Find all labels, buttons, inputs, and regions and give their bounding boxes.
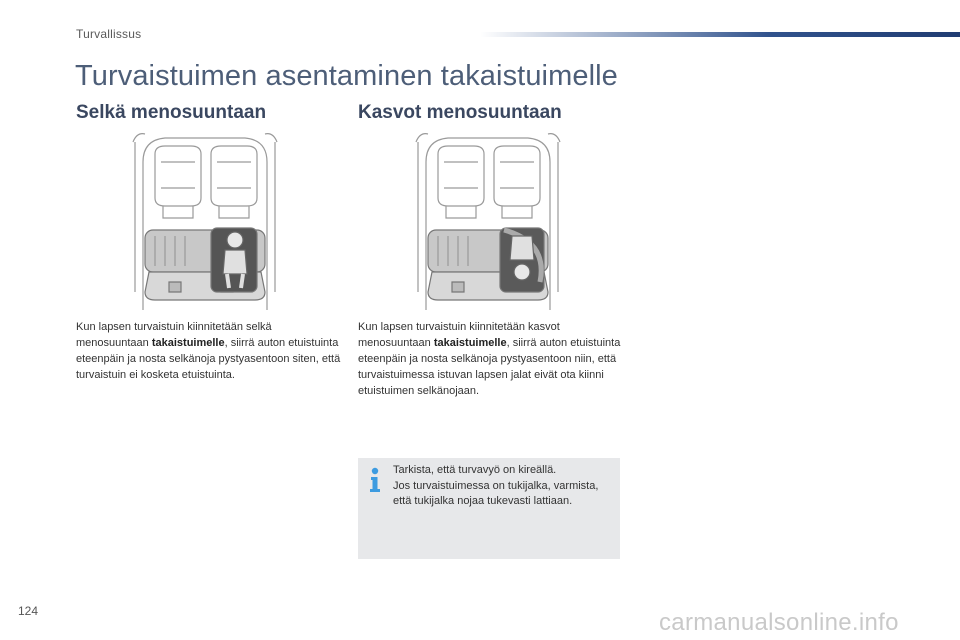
info-box [358,458,620,559]
watermark: carmanualsonline.info [659,609,899,636]
section-label: Turvallissus [76,27,142,41]
rear-facing-text-bold: takaistuimelle [151,337,225,349]
info-text [393,463,615,510]
forward-facing-text-bold: takaistuimelle [433,337,507,349]
heading-forward-facing: Kasvot menosuuntaan [358,102,562,123]
info-line-1: Tarkista, että turvavyö on kireällä. [393,464,557,476]
rear-facing-instructions [76,319,341,383]
forward-facing-seat-illustration [408,132,568,312]
rear-facing-seat-illustration [125,132,285,312]
forward-facing-instructions [358,319,623,399]
forward-facing-text-end: , siirrä auton etuistuinta eteenpäin ja nosta selkänoja pystyasentoon niin, että turvaistuimessa istuvan lapsen jalat eivät ota kiinni etuistuimen selkänojaan. [358,337,621,397]
heading-rear-facing: Selkä menosuuntaan [76,102,267,123]
forward-facing-text-start: Kun lapsen turvaistuin kiinnitetään kasvot menosuuntaan [358,321,560,349]
page-number: 124 [18,604,39,618]
header-bar [480,32,960,37]
rear-facing-text-start: Kun lapsen turvaistuin kiinnitetään selkä menosuuntaan [76,321,272,349]
page-title: Turvaistuimen asentaminen takaistuimelle [75,60,618,92]
info-icon [368,466,382,494]
info-line-2: Jos turvaistuimessa on tukijalka, varmista, että tukijalka nojaa tukevasti lattiaan. [393,479,599,507]
rear-facing-text-end: , siirrä auton etuistuinta eteenpäin ja nosta selkänoja pystyasentoon siten, että turvaistuin ei kosketa etuistuinta. [76,337,341,381]
